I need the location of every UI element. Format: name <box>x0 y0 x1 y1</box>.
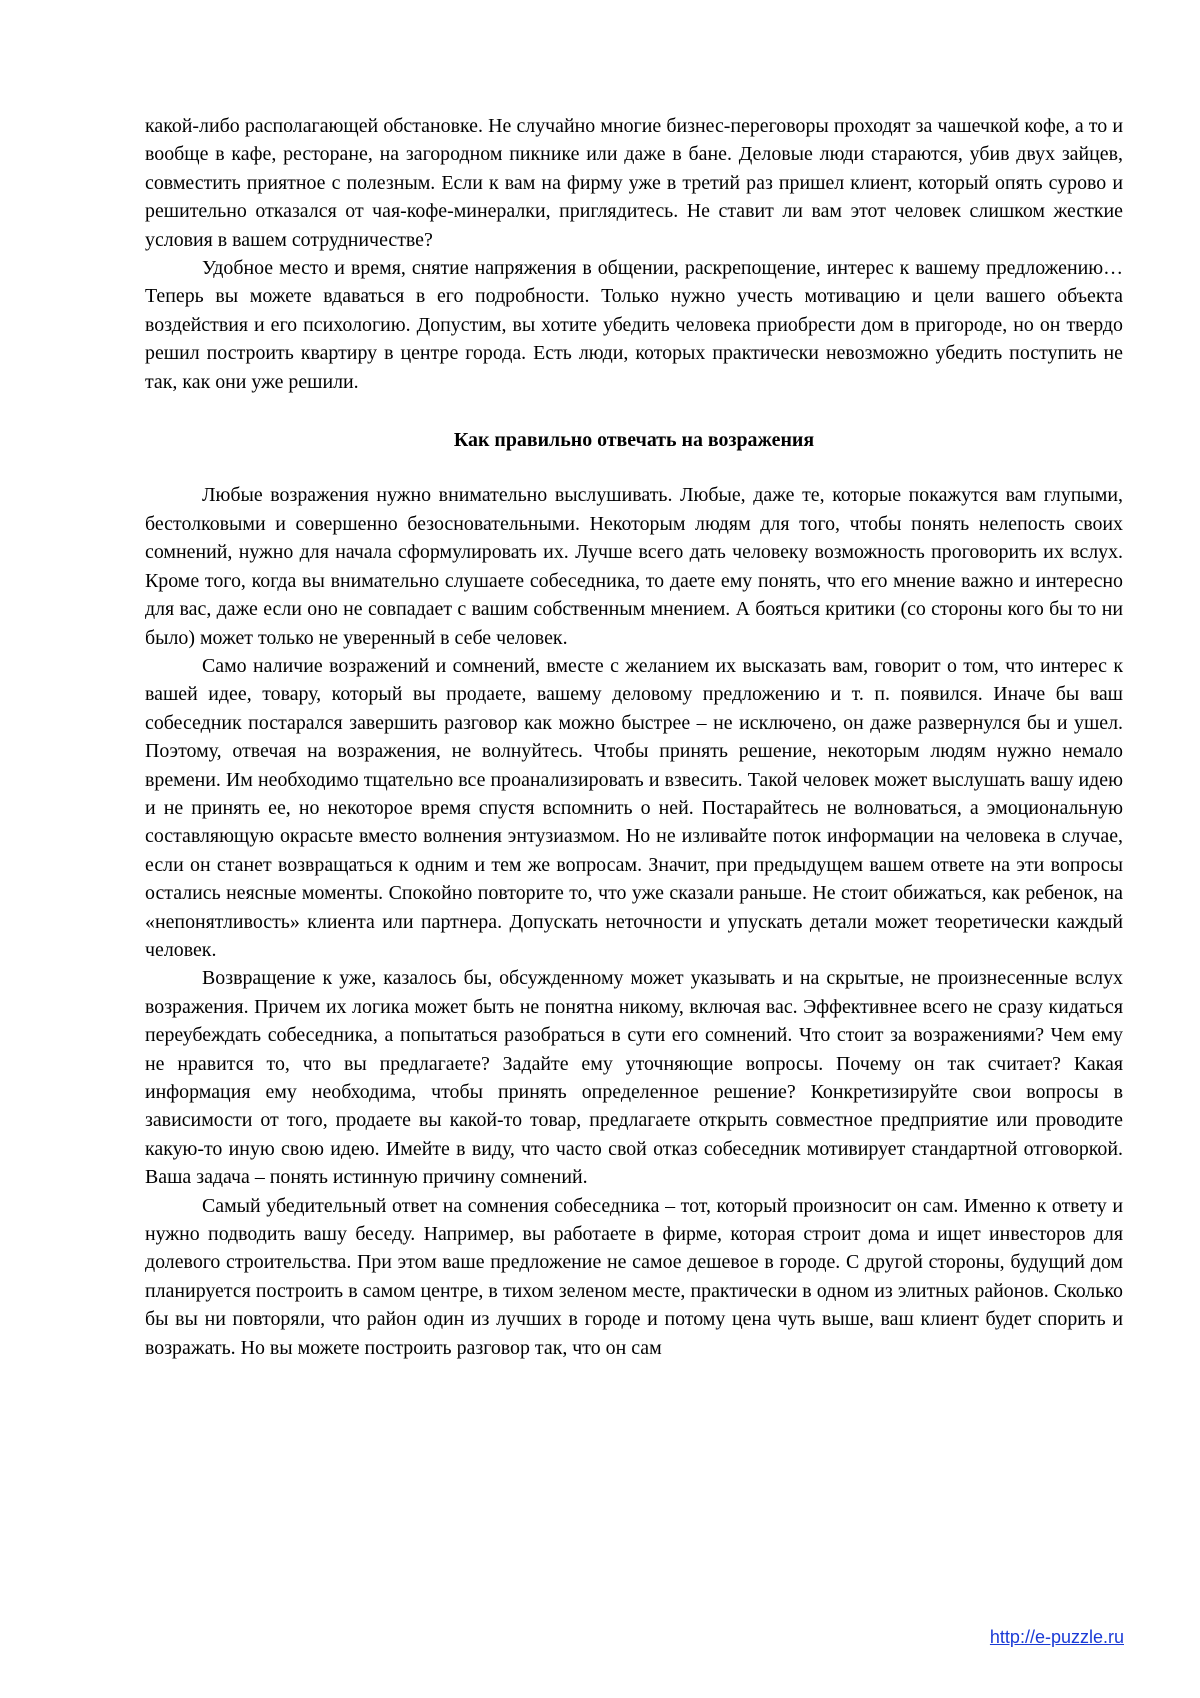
footer-link[interactable]: http://e-puzzle.ru <box>989 1627 1124 1647</box>
section-heading: Как правильно отвечать на возражения <box>453 429 815 452</box>
paragraph-2: Удобное место и время, снятие напряжения в общении, раскрепощение, интерес к вашему предложению… Теперь вы можете вдаваться в его подробности. Только нужно учесть мотивацию и цели вашего объекта воздействия и его психологию. Допустим, вы хотите убедить человека приобрести дом в пригороде, но он твердо решил построить квартиру в центре города. Есть люди, которых практически невозможно убедить поступить не так, как они уже решили. <box>145 257 1123 393</box>
paragraph-3: Любые возражения нужно внимательно выслушивать. Любые, даже те, которые покажутся вам глупыми, бестолковыми и совершенно безосновательными. Некоторым людям для того, чтобы понять нелепость своих сомнений, нужно для начала сформулировать их. Лучше всего дать человеку возможность проговорить их вслух. Кроме того, когда вы внимательно слушаете собеседника, то даете ему понять, что его мнение важно и интересно для вас, даже если оно не совпадает с вашим собственным мнением. А бояться критики (со стороны кого бы то ни было) может только не уверенный в себе человек. <box>145 484 1123 649</box>
paragraph-1: какой-либо располагающей обстановке. Не случайно многие бизнес-переговоры проходят за чашечкой кофе, а то и вообще в кафе, ресторане, на загородном пикнике или даже в бане. Деловые люди стараются, убив двух зайцев, совместить приятное с полезным. Если к вам на фирму уже в третий раз пришел клиент, который опять сурово и решительно отказался от чая-кофе-минералки, приглядитесь. Не ставит ли вам этот человек слишком жесткие условия в вашем сотрудничестве? <box>145 115 1123 251</box>
paragraph-6: Самый убедительный ответ на сомнения собеседника – тот, который произносит он сам. Именно к ответу и нужно подводить вашу беседу. Например, вы работаете в фирме, которая строит дома и ищет инвесторов для долевого строительства. При этом ваше предложение не самое дешевое в городе. С другой стороны, будущий дом планируется построить в самом центре, в тихом зеленом месте, практически в одном из элитных районов. Сколько бы вы ни повторяли, что район один из лучших в городе и потому цена чуть выше, ваш клиент будет спорить и возражать. Но вы можете построить разговор так, что он сам <box>145 1194 1123 1359</box>
paragraph-5: Возвращение к уже, казалось бы, обсужденному может указывать и на скрытые, не произнесенные вслух возражения. Причем их логика может быть не понятна никому, включая вас. Эффективнее всего не сразу кидаться переубеждать собеседника, а попытаться разобраться в сути его сомнений. Что стоит за возражениями? Чем ему не нравится то, что вы предлагаете? Задайте ему уточняющие вопросы. Почему он так считает? Какая информация ему необходима, чтобы принять определенное решение? Конкретизируйте свои вопросы в зависимости от того, продаете вы какой-то товар, предлагаете открыть совместное предприятие или проводите какую-то иную свою идею. Имейте в виду, что часто свой отказ собеседник мотивирует стандартной отговоркой. Ваша задача – понять истинную причину сомнений. <box>145 967 1123 1189</box>
document-page <box>145 112 1123 1362</box>
paragraph-4: Само наличие возражений и сомнений, вместе с желанием их высказать вам, говорит о том, что интерес к вашей идее, товару, который вы продаете, вашему деловому предложению и т. п. появился. Иначе бы ваш собеседник постарался завершить разговор как можно быстрее – не исключено, он даже развернулся бы и ушел. Поэтому, отвечая на возражения, не волнуйтесь. Чтобы принять решение, некоторым людям нужно немало времени. Им необходимо тщательно все проанализировать и взвесить. Такой человек может выслушать вашу идею и не принять ее, но некоторое время спустя вспомнить о ней. Постарайтесь не волноваться, а эмоциональную составляющую окрасьте вместо волнения энтузиазмом. Но не изливайте поток информации на человека в случае, если он станет возвращаться к одним и тем же вопросам. Значит, при предыдущем вашем ответе на эти вопросы остались неясные моменты. Спокойно повторите то, что уже сказали раньше. Не стоит обижаться, как ребенок, на «непонятливость» клиента или партнера. Допускать неточности и упускать детали может теоретически каждый человек. <box>145 654 1123 961</box>
